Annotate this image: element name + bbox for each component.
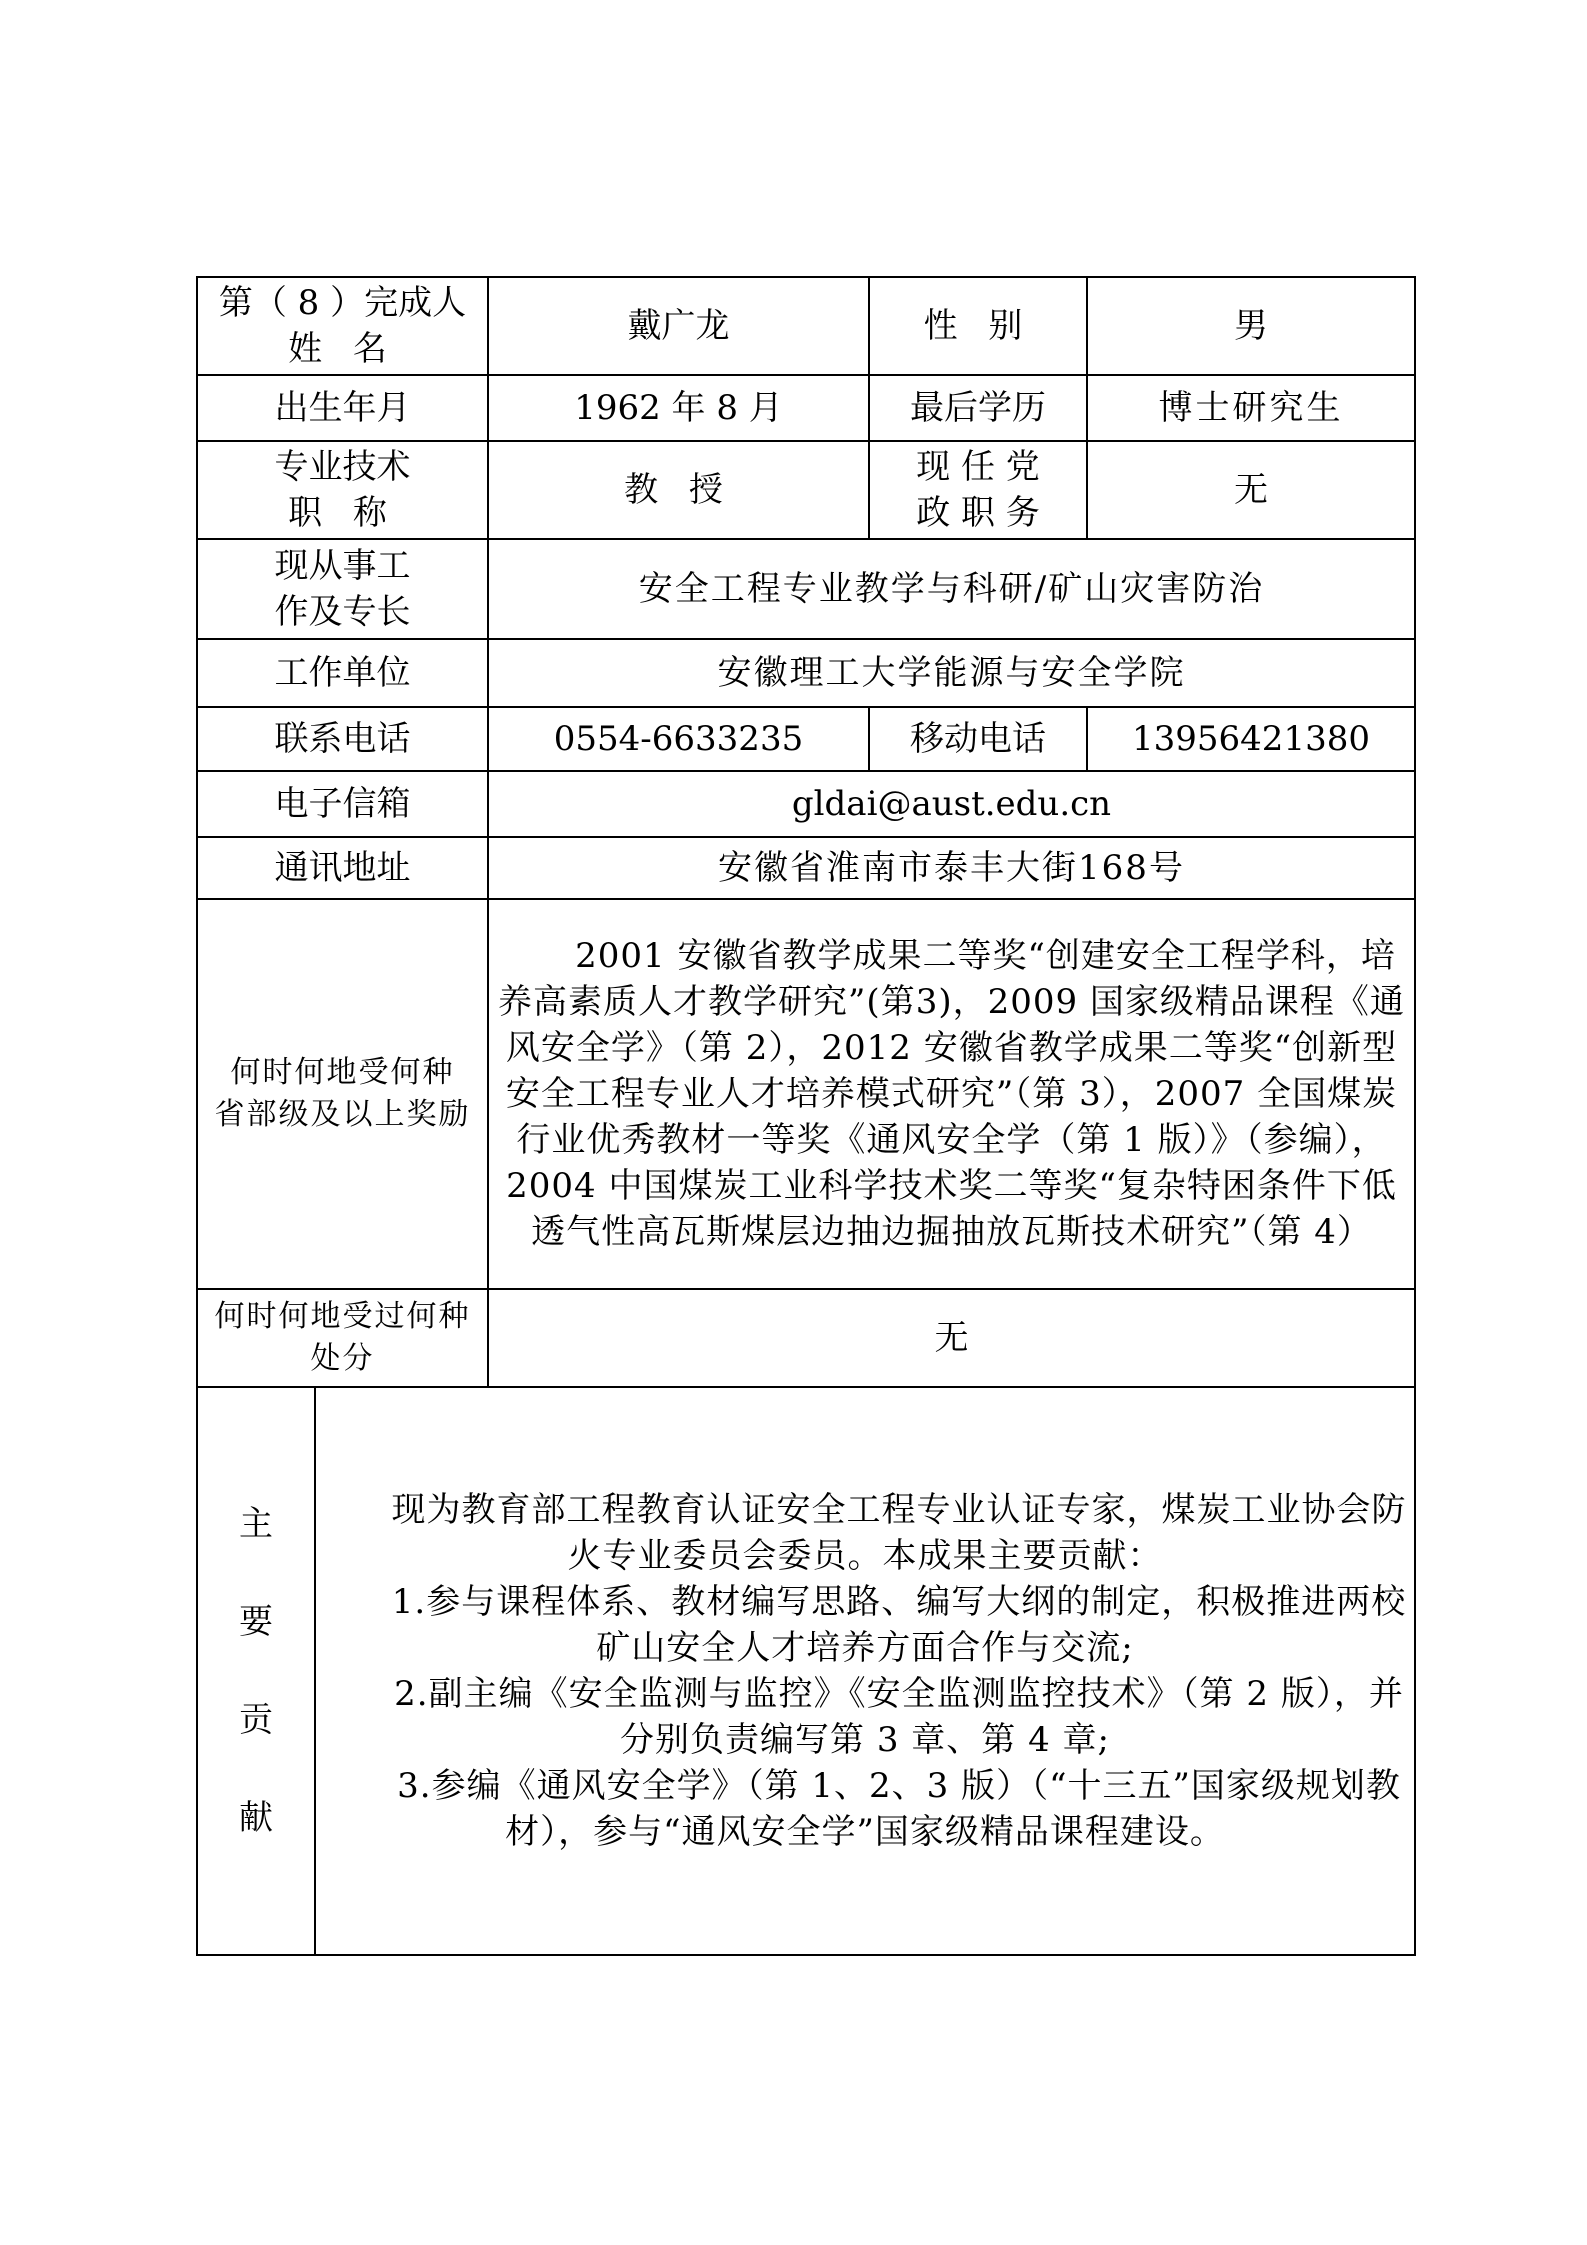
value-unit: 安徽理工大学能源与安全学院 [488, 639, 1415, 707]
value-gender: 男 [1087, 277, 1415, 375]
value-awards: 2001 安徽省教学成果二等奖“创建安全工程学科，培养高素质人才教学研究”(第3)，2009 国家级精品课程《通风安全学》（第 2），2012 安徽省教学成果二等奖“创新型安全工程专业人才培养模式研究”（第 3），2007 全国煤炭行业优秀教材一等奖《通风安全学（第 1 版）》（参编），2004 中国煤炭工业科学技术奖二等奖“复杂特困条件下低透气性高瓦斯煤层边抽边掘抽放瓦斯技术研究”（第 4） [488, 899, 1415, 1289]
value-phone: 0554-6633235 [488, 707, 869, 771]
contribution-paragraph: 2.副主编《安全监测与监控》《安全监测监控技术》（第 2 版），并分别负责编写第 3 章、第 4 章; [394, 1674, 1404, 1760]
label-work: 现从事工 作及专长 [197, 539, 488, 639]
label-email: 电子信箱 [197, 771, 488, 837]
value-contribution [315, 1387, 1415, 1955]
label-title: 专业技术 职 称 [197, 441, 488, 539]
value-punish: 无 [488, 1289, 1415, 1387]
row-punish [197, 1289, 1415, 1387]
row-awards [197, 899, 1415, 1289]
row-phone [197, 707, 1415, 771]
value-name: 戴广龙 [488, 277, 869, 375]
value-title: 教 授 [488, 441, 869, 539]
label-gender: 性 别 [869, 277, 1087, 375]
row-birth [197, 375, 1415, 441]
row-name [197, 277, 1415, 375]
value-party: 无 [1087, 441, 1415, 539]
row-email [197, 771, 1415, 837]
label-party: 现 任 党 政 职 务 [869, 441, 1087, 539]
value-birth: 1962 年 8 月 [488, 375, 869, 441]
value-education: 博士研究生 [1087, 375, 1415, 441]
row-work [197, 539, 1415, 639]
value-address: 安徽省淮南市泰丰大街168号 [488, 837, 1415, 899]
row-unit [197, 639, 1415, 707]
label-education: 最后学历 [869, 375, 1087, 441]
label-awards: 何时何地受何种 省部级及以上奖励 [197, 899, 488, 1289]
contribution-paragraph: 1.参与课程体系、教材编写思路、编写大纲的制定，积极推进两校矿山安全人才培养方面合作与交流; [391, 1582, 1407, 1668]
label-contribution: 主 要 贡 献 [197, 1387, 315, 1955]
value-email: gldai@aust.edu.cn [488, 771, 1415, 837]
label-punish: 何时何地受过何种 处分 [197, 1289, 488, 1387]
value-mobile: 13956421380 [1087, 707, 1415, 771]
row-address [197, 837, 1415, 899]
label-order: 第（ 8 ）完成人 姓 名 [197, 277, 488, 375]
contribution-paragraph: 3.参编《通风安全学》（第 1、2、3 版）（“十三五”国家级规划教材），参与“通风安全学”国家级精品课程建设。 [397, 1766, 1401, 1852]
row-contribution [197, 1387, 1415, 1955]
row-title [197, 441, 1415, 539]
value-work: 安全工程专业教学与科研/矿山灾害防治 [488, 539, 1415, 639]
completer-info-table [196, 276, 1416, 1956]
label-phone: 联系电话 [197, 707, 488, 771]
label-address: 通讯地址 [197, 837, 488, 899]
label-mobile: 移动电话 [869, 707, 1087, 771]
contribution-paragraph: 现为教育部工程教育认证安全工程专业认证专家，煤炭工业协会防火专业委员会委员。本成果主要贡献： [391, 1490, 1407, 1576]
label-unit: 工作单位 [197, 639, 488, 707]
label-birth: 出生年月 [197, 375, 488, 441]
